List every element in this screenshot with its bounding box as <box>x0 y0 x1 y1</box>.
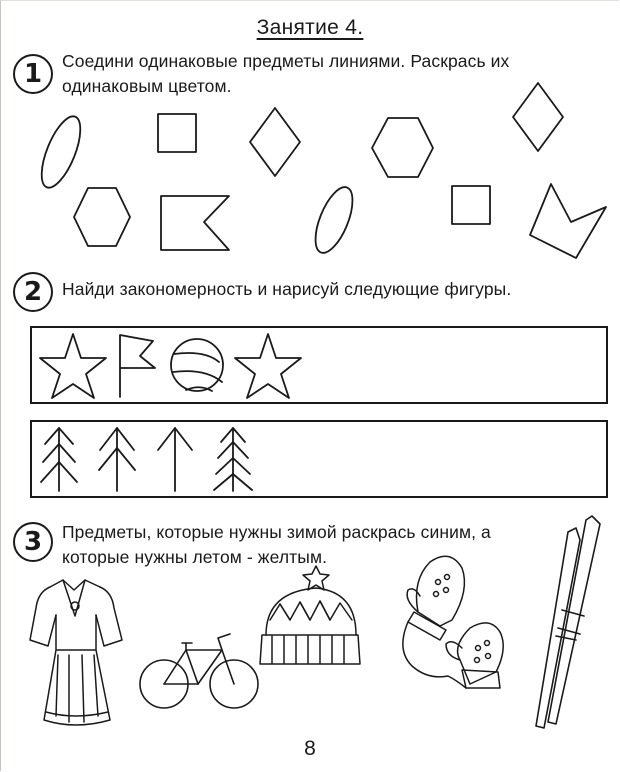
task-3-line-2: которые нужны летом - желтым. <box>62 547 328 567</box>
flag-shape <box>120 335 155 397</box>
winter-hat-picture <box>260 566 360 664</box>
star-shape <box>235 334 301 398</box>
bicycle-picture <box>140 634 258 708</box>
page-title: Занятие 4. <box>256 16 364 39</box>
task-number-badge: 2 <box>13 272 53 312</box>
hexagon-shape <box>372 118 433 177</box>
task-2-row-2 <box>41 428 252 491</box>
ellipse-shape <box>308 182 360 257</box>
skis-picture <box>536 516 600 728</box>
task-1-shapes <box>34 83 606 258</box>
mittens-picture <box>403 556 503 688</box>
rhombus-shape <box>250 108 300 176</box>
flag-shape <box>161 196 229 250</box>
fir-tree-shape <box>41 428 77 491</box>
arrow-tree-shape <box>99 428 135 491</box>
square-shape <box>452 186 490 224</box>
task-2-row-1 <box>40 334 301 398</box>
fir-tree-shape <box>214 428 252 491</box>
ellipse-shape <box>34 112 88 193</box>
task-3-line-1: Предметы, которые нужны зимой раскрась синим, а <box>62 522 491 542</box>
page-number: 8 <box>304 737 316 760</box>
dress-picture <box>30 580 122 725</box>
ball-shape <box>171 339 223 391</box>
task-number-badge: 1 <box>13 54 53 94</box>
square-shape <box>158 114 196 152</box>
task-number-badge: 3 <box>13 522 53 562</box>
hexagon-shape <box>74 188 130 246</box>
crown-shape <box>530 184 606 258</box>
task-2-line-1: Найди закономерность и нарисуй следующие фигуры. <box>62 279 512 299</box>
task-1-line-2: одинаковым цветом. <box>62 76 232 96</box>
star-shape <box>40 334 106 398</box>
rhombus-shape <box>513 83 563 151</box>
task-1-line-1: Соедини одинаковые предметы линиями. Раскрась их <box>62 51 510 71</box>
arrow-shape <box>158 428 192 491</box>
